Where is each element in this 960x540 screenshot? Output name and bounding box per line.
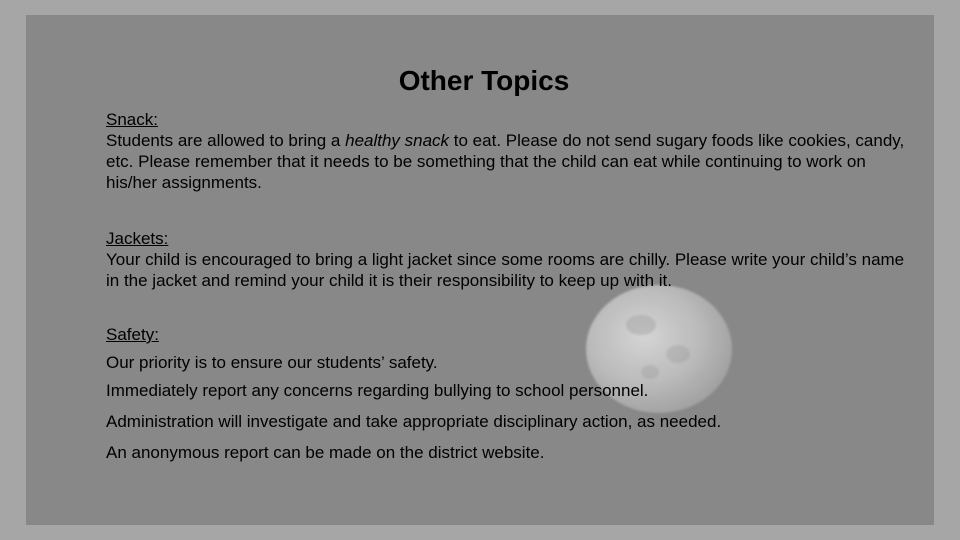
safety-line: Administration will investigate and take appropriate disciplinary action, as needed. <box>106 412 722 431</box>
snack-text-emphasis: healthy snack <box>345 131 450 150</box>
snack-section <box>106 109 906 193</box>
slide <box>26 15 934 525</box>
snack-text-end: to eat. Please do not send sugary foods like cookies, candy, etc. Please remember that it needs to be something that the child can eat while continuing to work on his/her assignments. <box>106 131 905 192</box>
snack-heading: Snack: <box>106 110 158 129</box>
slide-body <box>106 109 906 498</box>
jackets-heading: Jackets: <box>106 229 169 248</box>
safety-line: Immediately report any concerns regarding bullying to school personnel. <box>106 381 649 400</box>
snack-text-start: Students are allowed to bring a <box>106 131 346 150</box>
snack-text <box>106 130 906 193</box>
jackets-text: Your child is encouraged to bring a light jacket since some rooms are chilly. Please write your child’s name in the jacket and remind your child it is their responsibility to keep up with it. <box>106 250 905 290</box>
safety-heading: Safety: <box>106 325 159 344</box>
safety-line: An anonymous report can be made on the district website. <box>106 443 545 462</box>
jackets-section <box>106 228 906 291</box>
safety-line: Our priority is to ensure our students’ safety. <box>106 353 438 372</box>
safety-section <box>106 324 906 463</box>
slide-title: Other Topics <box>398 65 570 96</box>
